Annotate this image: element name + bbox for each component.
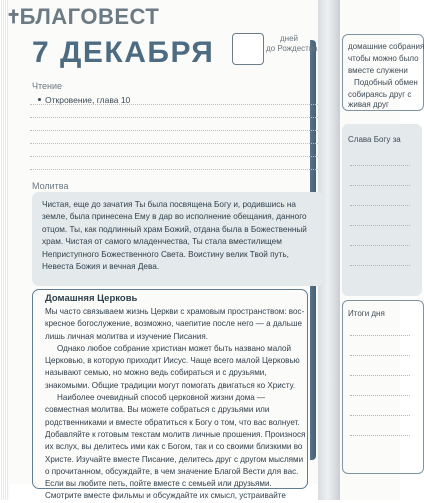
page-stack-edge: [0, 0, 8, 500]
writing-line: [350, 185, 410, 186]
day-summary-box: [342, 300, 424, 474]
right-text-line: домашние собрания: [348, 42, 424, 51]
writing-line: [350, 165, 410, 166]
writing-line: [350, 375, 410, 376]
counter-caption-line2: до Рождества: [266, 44, 318, 53]
right-text-line: собираясь друг с: [348, 90, 412, 99]
writing-line: [350, 355, 410, 356]
right-text-line: живая друг: [348, 100, 389, 109]
thanks-title: Слава Богу за: [348, 135, 401, 144]
home-church-paragraph: Однако любое собрание христиан может быть названо малой Церковью, в которую приходит Иисус. Чаще всего малой Церковью называют семью, но можно ведь собираться и с друзьями, знакомыми. Общие традиции могут помогать двигаться ко Христу.: [45, 343, 300, 390]
writing-line: [350, 225, 410, 226]
reading-label: Чтение: [32, 81, 63, 91]
writing-line: [30, 130, 318, 131]
writing-line: [30, 143, 318, 144]
thanks-box: [342, 124, 422, 296]
writing-line: [350, 415, 410, 416]
right-text-line: чтобы можно было: [348, 54, 419, 63]
writing-line: [350, 435, 410, 436]
cross-icon: ✝: [6, 7, 22, 27]
watermark-logo: [6, 4, 159, 30]
writing-line: [350, 395, 410, 396]
right-text-line: Подобный обмен: [354, 78, 418, 87]
writing-line: [350, 205, 410, 206]
bullet-icon: [38, 98, 41, 101]
writing-line: [350, 335, 410, 336]
day-summary-title: Итоги дня: [348, 309, 385, 318]
home-church-text: [45, 306, 307, 503]
right-text-line: вместе служени: [348, 66, 408, 75]
writing-line: [30, 156, 318, 157]
home-church-title: Домашняя Церковь: [45, 293, 138, 304]
writing-line: [30, 117, 318, 118]
reading-item-text: Откровение, глава 10: [45, 95, 131, 105]
writing-line: [350, 245, 410, 246]
counter-caption-line1: дней: [280, 34, 299, 43]
writing-line: [350, 265, 410, 266]
page-date: 7 ДЕКАБРЯ: [32, 36, 215, 69]
prayer-label: Молитва: [32, 181, 69, 191]
prayer-text: Чистая, еще до зачатия Ты была посвящена Богу и, родившись на земле, была принесена Ему в дар во исполнение обещания, данного отцом. Ты, как подлинный храм Божий, отдана была в Божественный храм. Чистая от самого младенчества, Ты стала вместилищем Неприступного Божественного Света. Воистину велик Твой путь, Невеста Божия и вечная Дева.: [42, 200, 307, 272]
home-church-paragraph: Наиболее очевидный способ церковной жизни дома — совместная молитва. Вы можете собраться с друзьями или родственниками и вместе обратиться к Богу о том, что вас волнует. Добавляйте к готовым текстам молитв личные прошения. Произнося их вслух, вы делитесь ими как с Богом, так и со своими близкими во Христе. Изучайте вместе Писание, делитесь друг с другом мыслями о прочитанном, обсуждайте, в чем значение Благой Вести для вас. Если вы любите петь, пойте вместе с семьей или друзьями. Смотрите вместе фильмы и обсуждайте их смысл, устраивайте: [45, 393, 306, 501]
home-church-paragraph: Мы часто связываем жизнь Церкви с храмовым пространством: воскресное богослужение, возможно, чаепитие после него — а дальше лишь личная молитва и изучение Писания.: [45, 307, 305, 341]
counter-caption: [266, 34, 326, 54]
days-counter-box[interactable]: [232, 33, 264, 65]
writing-line: [30, 169, 318, 170]
right-page: [340, 0, 424, 500]
watermark-text: БЛАГОВЕСТ: [19, 4, 160, 29]
writing-line: [30, 104, 318, 105]
